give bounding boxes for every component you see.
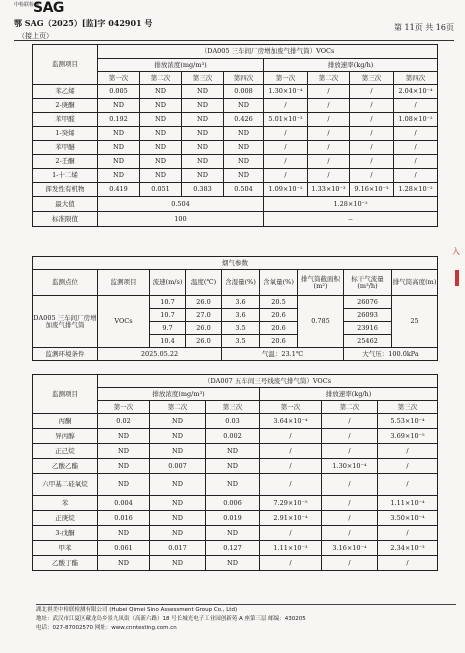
oxygen: 20.6	[260, 335, 298, 348]
rate-value: 5.01×10⁻³	[264, 113, 308, 127]
conc-value: 0.051	[140, 183, 182, 197]
table-row	[33, 414, 438, 429]
conc-value: ND	[98, 444, 150, 459]
conc-value: ND	[140, 141, 182, 155]
conc-value: ND	[182, 169, 224, 183]
stack-area: 0.785	[298, 296, 344, 348]
flow-velocity: 10.4	[150, 335, 186, 348]
conc-value: ND	[150, 429, 206, 444]
gas-header: 标干气流量(m³/h)	[344, 270, 392, 296]
conc-value: ND	[150, 556, 206, 571]
conc-value: ND	[98, 169, 140, 183]
flow-velocity: 10.7	[150, 296, 186, 309]
item-header: 监测项目	[33, 375, 98, 414]
moisture: 3.5	[222, 322, 260, 335]
compound-name: 乙酸丁酯	[33, 556, 98, 571]
conc-value: ND	[98, 141, 140, 155]
conc-value: 0.019	[206, 511, 260, 526]
rate-value: /	[378, 526, 438, 541]
conc-value: ND	[182, 155, 224, 169]
gas-body	[33, 296, 438, 348]
conc-value: 0.504	[224, 183, 264, 197]
time-header: 第一次	[98, 72, 140, 85]
footer-address: 地址：武汉市江夏区藏龙岛乡景九凤街（高新六路）18 号长城光电子工业园创新苑 A 座第三层 邮编：430205	[36, 616, 306, 622]
time-header: 第二次	[322, 401, 378, 414]
env-label: 监测环境条件	[33, 348, 98, 361]
compound-name: 丙酮	[33, 414, 98, 429]
table-row	[33, 113, 438, 127]
rate-value: /	[260, 444, 322, 459]
compound-name: 正庚烷	[33, 511, 98, 526]
conc-value: 0.008	[224, 85, 264, 99]
temperature: 26.0	[186, 322, 222, 335]
limit-rate: --	[264, 212, 438, 227]
time-header: 第三次	[182, 72, 224, 85]
rate-value: 3.16×10⁻⁴	[322, 541, 378, 556]
conc-value: ND	[140, 85, 182, 99]
rate-value: /	[378, 444, 438, 459]
limit-conc: 100	[98, 212, 264, 227]
time-header: 第三次	[350, 72, 394, 85]
continued-label: （接上页）	[18, 32, 53, 40]
rate-value: /	[322, 526, 378, 541]
gas-header: 含氧量(%)	[260, 270, 298, 296]
table-row	[33, 511, 438, 526]
moisture: 3.6	[222, 296, 260, 309]
conc-value: 0.005	[98, 85, 140, 99]
max-rate: 1.28×10⁻²	[264, 197, 438, 212]
rate-value: /	[308, 85, 350, 99]
oxygen: 20.6	[260, 322, 298, 335]
rate-value: /	[308, 155, 350, 169]
conc-value: 0.006	[206, 496, 260, 511]
conc-value: ND	[150, 414, 206, 429]
conc-value: 0.02	[98, 414, 150, 429]
gas-header: 温度(℃)	[186, 270, 222, 296]
conc-value: ND	[98, 556, 150, 571]
compound-name: 异丙醇	[33, 429, 98, 444]
conc-value: ND	[98, 99, 140, 113]
rate-value: /	[322, 444, 378, 459]
conc-value: ND	[98, 429, 150, 444]
rate-value: /	[322, 474, 378, 496]
rate-value: /	[378, 474, 438, 496]
table-row	[33, 141, 438, 155]
rate-value: 2.04×10⁻⁴	[394, 85, 438, 99]
compound-name: 乙酸乙酯	[33, 459, 98, 474]
logo-mark: SAG	[33, 0, 64, 16]
rate-value: /	[322, 556, 378, 571]
time-header: 第二次	[150, 401, 206, 414]
conc-value: 0.061	[98, 541, 150, 556]
table1-body	[33, 85, 438, 197]
conc-header: 排放浓度(mg/m³)	[98, 59, 264, 72]
time-header: 第三次	[206, 401, 260, 414]
conc-value: 0.007	[150, 459, 206, 474]
header-rule	[14, 40, 454, 41]
compound-name: 苯甲醛	[33, 113, 98, 127]
table-row	[33, 183, 438, 197]
conc-value: ND	[182, 141, 224, 155]
rate-value: 5.53×10⁻⁴	[378, 414, 438, 429]
rate-value: /	[322, 429, 378, 444]
table-da007-vocs	[32, 374, 438, 571]
seal-mark	[455, 270, 459, 286]
table-row	[33, 99, 438, 113]
rate-value: /	[308, 127, 350, 141]
rate-value: /	[260, 459, 322, 474]
dry-flow: 26093	[344, 309, 392, 322]
conc-value: 0.127	[206, 541, 260, 556]
table-da005-vocs	[32, 44, 438, 227]
dry-flow: 23916	[344, 322, 392, 335]
rate-value: /	[378, 556, 438, 571]
rate-value: /	[394, 155, 438, 169]
conc-value: ND	[206, 444, 260, 459]
flow-velocity: 9.7	[150, 322, 186, 335]
rate-value: 9.16×10⁻³	[350, 183, 394, 197]
rate-value: 3.69×10⁻⁵	[378, 429, 438, 444]
compound-name: 甲苯	[33, 541, 98, 556]
rate-value: 1.28×10⁻²	[394, 183, 438, 197]
conc-value: ND	[224, 169, 264, 183]
conc-value: ND	[206, 459, 260, 474]
rate-value: /	[308, 169, 350, 183]
rate-value: /	[260, 556, 322, 571]
gas-header: 流速(m/s)	[150, 270, 186, 296]
max-conc: 0.504	[98, 197, 264, 212]
conc-value: ND	[182, 127, 224, 141]
compound-name: 六甲基二硅氧烷	[33, 474, 98, 496]
compound-name: 3-戊酮	[33, 526, 98, 541]
conc-value: ND	[98, 526, 150, 541]
conc-value: ND	[98, 459, 150, 474]
rate-value: /	[350, 169, 394, 183]
conc-value: ND	[98, 474, 150, 496]
seal-fragment: 入	[452, 247, 460, 256]
rate-value: 2.34×10⁻³	[378, 541, 438, 556]
conc-value: ND	[150, 474, 206, 496]
conc-value: ND	[224, 141, 264, 155]
moisture: 3.6	[222, 309, 260, 322]
rate-value: /	[308, 141, 350, 155]
rate-value: /	[264, 155, 308, 169]
compound-name: 苯	[33, 496, 98, 511]
limit-label: 标准限值	[33, 212, 98, 227]
rate-value: /	[350, 85, 394, 99]
conc-value: 0.002	[206, 429, 260, 444]
conc-value: 0.004	[98, 496, 150, 511]
rate-value: /	[264, 141, 308, 155]
conc-value: 0.419	[98, 183, 140, 197]
rate-value: /	[260, 429, 322, 444]
monitoring-item: VOCs	[98, 296, 150, 348]
time-header: 第一次	[264, 72, 308, 85]
compound-name: 正己烷	[33, 444, 98, 459]
conc-value: 0.03	[206, 414, 260, 429]
page-header	[14, 2, 454, 42]
env-pressure: 大气压：100.0kPa	[344, 348, 438, 361]
temperature: 26.0	[186, 335, 222, 348]
compound-name: 苯甲醚	[33, 141, 98, 155]
rate-value: 1.30×10⁻⁴	[322, 459, 378, 474]
rate-value: /	[394, 141, 438, 155]
rate-value: /	[264, 169, 308, 183]
compound-name: 1-癸烯	[33, 127, 98, 141]
table-gas-params	[32, 256, 438, 361]
time-header: 第四次	[224, 72, 264, 85]
rate-value: /	[378, 459, 438, 474]
table1-title: （DA005 三车间厂房增加废气排气筒）VOCs	[98, 45, 438, 59]
moisture: 3.5	[222, 335, 260, 348]
max-label: 最大值	[33, 197, 98, 212]
rate-value: /	[350, 141, 394, 155]
conc-value: ND	[206, 556, 260, 571]
rate-value: /	[322, 496, 378, 511]
rate-value: 2.91×10⁻⁴	[260, 511, 322, 526]
rate-value: /	[322, 414, 378, 429]
table2-title: （DA007 五车间三号线废气排气筒）VOCs	[98, 375, 438, 388]
temperature: 27.0	[186, 309, 222, 322]
table-row	[33, 541, 438, 556]
rate-value: /	[350, 99, 394, 113]
conc-header: 排放浓度(mg/m³)	[98, 388, 260, 401]
rate-value: /	[260, 526, 322, 541]
rate-value: /	[350, 113, 394, 127]
compound-name: 2-壬酮	[33, 155, 98, 169]
rate-value: /	[260, 474, 322, 496]
document-number: 鄂 SAG（2025）[监]字 042901 号	[14, 18, 153, 28]
rate-value: 1.11×10⁻⁴	[378, 496, 438, 511]
page-number: 第 11页 共 16页	[394, 23, 454, 32]
gas-header: 监测项目	[98, 270, 150, 296]
table-row	[33, 85, 438, 99]
rate-value: 7.29×10⁻⁵	[260, 496, 322, 511]
footer-contact: 电话：027-87002570 网址：www.cnntesting.com.cn	[36, 625, 177, 631]
rate-value: /	[264, 99, 308, 113]
table-row	[33, 459, 438, 474]
rate-value: 3.64×10⁻⁴	[260, 414, 322, 429]
conc-value: ND	[140, 113, 182, 127]
conc-value: ND	[140, 155, 182, 169]
oxygen: 20.5	[260, 296, 298, 309]
rate-value: /	[322, 511, 378, 526]
rate-value: /	[394, 99, 438, 113]
rate-header: 排放速率(kg/h)	[260, 388, 438, 401]
compound-name: 苯乙烯	[33, 85, 98, 99]
env-date: 2025.05.22	[98, 348, 222, 361]
rate-value: 1.08×10⁻²	[394, 113, 438, 127]
rate-value: /	[264, 127, 308, 141]
conc-value: 0.017	[150, 541, 206, 556]
rate-value: 1.30×10⁻⁴	[264, 85, 308, 99]
footer-rule	[36, 604, 456, 605]
logo-cn-text: 中检联检测	[14, 2, 40, 8]
conc-value: ND	[182, 113, 224, 127]
conc-value: ND	[206, 474, 260, 496]
compound-name: 2-庚酮	[33, 99, 98, 113]
rate-value: 1.09×10⁻²	[264, 183, 308, 197]
table-row	[33, 127, 438, 141]
time-header: 第一次	[260, 401, 322, 414]
rate-value: /	[350, 127, 394, 141]
conc-value: ND	[224, 99, 264, 113]
table-row	[33, 496, 438, 511]
conc-value: ND	[224, 155, 264, 169]
compound-name: 挥发性有机物	[33, 183, 98, 197]
conc-value: ND	[98, 155, 140, 169]
table-row	[33, 474, 438, 496]
conc-value: ND	[140, 169, 182, 183]
table-row	[33, 526, 438, 541]
gas-header: 排气筒高度(m)	[392, 270, 438, 296]
conc-value: ND	[224, 127, 264, 141]
time-header: 第三次	[378, 401, 438, 414]
rate-value: 1.33×10⁻³	[308, 183, 350, 197]
table-row	[33, 155, 438, 169]
item-header: 监测项目	[33, 45, 98, 85]
conc-value: ND	[182, 99, 224, 113]
time-header: 第一次	[98, 401, 150, 414]
conc-value: ND	[98, 127, 140, 141]
page-footer	[36, 604, 456, 633]
conc-value: ND	[182, 85, 224, 99]
table2-body	[33, 414, 438, 571]
stack-height: 25	[392, 296, 438, 348]
time-header: 第二次	[308, 72, 350, 85]
conc-value: ND	[150, 496, 206, 511]
env-temp: 气温：23.1℃	[222, 348, 344, 361]
compound-name: 1-十二烯	[33, 169, 98, 183]
conc-value: 0.192	[98, 113, 140, 127]
table-row	[33, 444, 438, 459]
rate-value: /	[394, 169, 438, 183]
table-row	[33, 296, 438, 309]
conc-value: ND	[150, 511, 206, 526]
rate-value: /	[308, 99, 350, 113]
table-row	[33, 429, 438, 444]
gas-title: 烟气参数	[33, 257, 438, 270]
table-row	[33, 556, 438, 571]
gas-header: 监测点位	[33, 270, 98, 296]
time-header: 第二次	[140, 72, 182, 85]
conc-value: ND	[140, 99, 182, 113]
conc-value: ND	[150, 444, 206, 459]
conc-value: ND	[206, 526, 260, 541]
rate-value: /	[350, 155, 394, 169]
temperature: 26.0	[186, 296, 222, 309]
table-row	[33, 169, 438, 183]
rate-value: /	[394, 127, 438, 141]
dry-flow: 25462	[344, 335, 392, 348]
conc-value: 0.016	[98, 511, 150, 526]
gas-header: 含湿量(%)	[222, 270, 260, 296]
gas-header: 排气筒截面积(m²)	[298, 270, 344, 296]
footer-company: 湖北祺美中检联检测有限公司 (Hubei Qimei Sino Assessment Group Co., Ltd)	[36, 607, 238, 613]
flow-velocity: 10.7	[150, 309, 186, 322]
monitoring-point: DA005 三车间厂房增加废气排气筒	[33, 296, 98, 348]
rate-value: /	[308, 113, 350, 127]
time-header: 第四次	[394, 72, 438, 85]
conc-value: 0.426	[224, 113, 264, 127]
dry-flow: 26076	[344, 296, 392, 309]
conc-value: ND	[140, 127, 182, 141]
oxygen: 20.6	[260, 309, 298, 322]
conc-value: ND	[150, 526, 206, 541]
rate-value: 1.11×10⁻³	[260, 541, 322, 556]
rate-header: 排放速率(kg/h)	[264, 59, 438, 72]
rate-value: 3.50×10⁻⁴	[378, 511, 438, 526]
conc-value: 0.383	[182, 183, 224, 197]
